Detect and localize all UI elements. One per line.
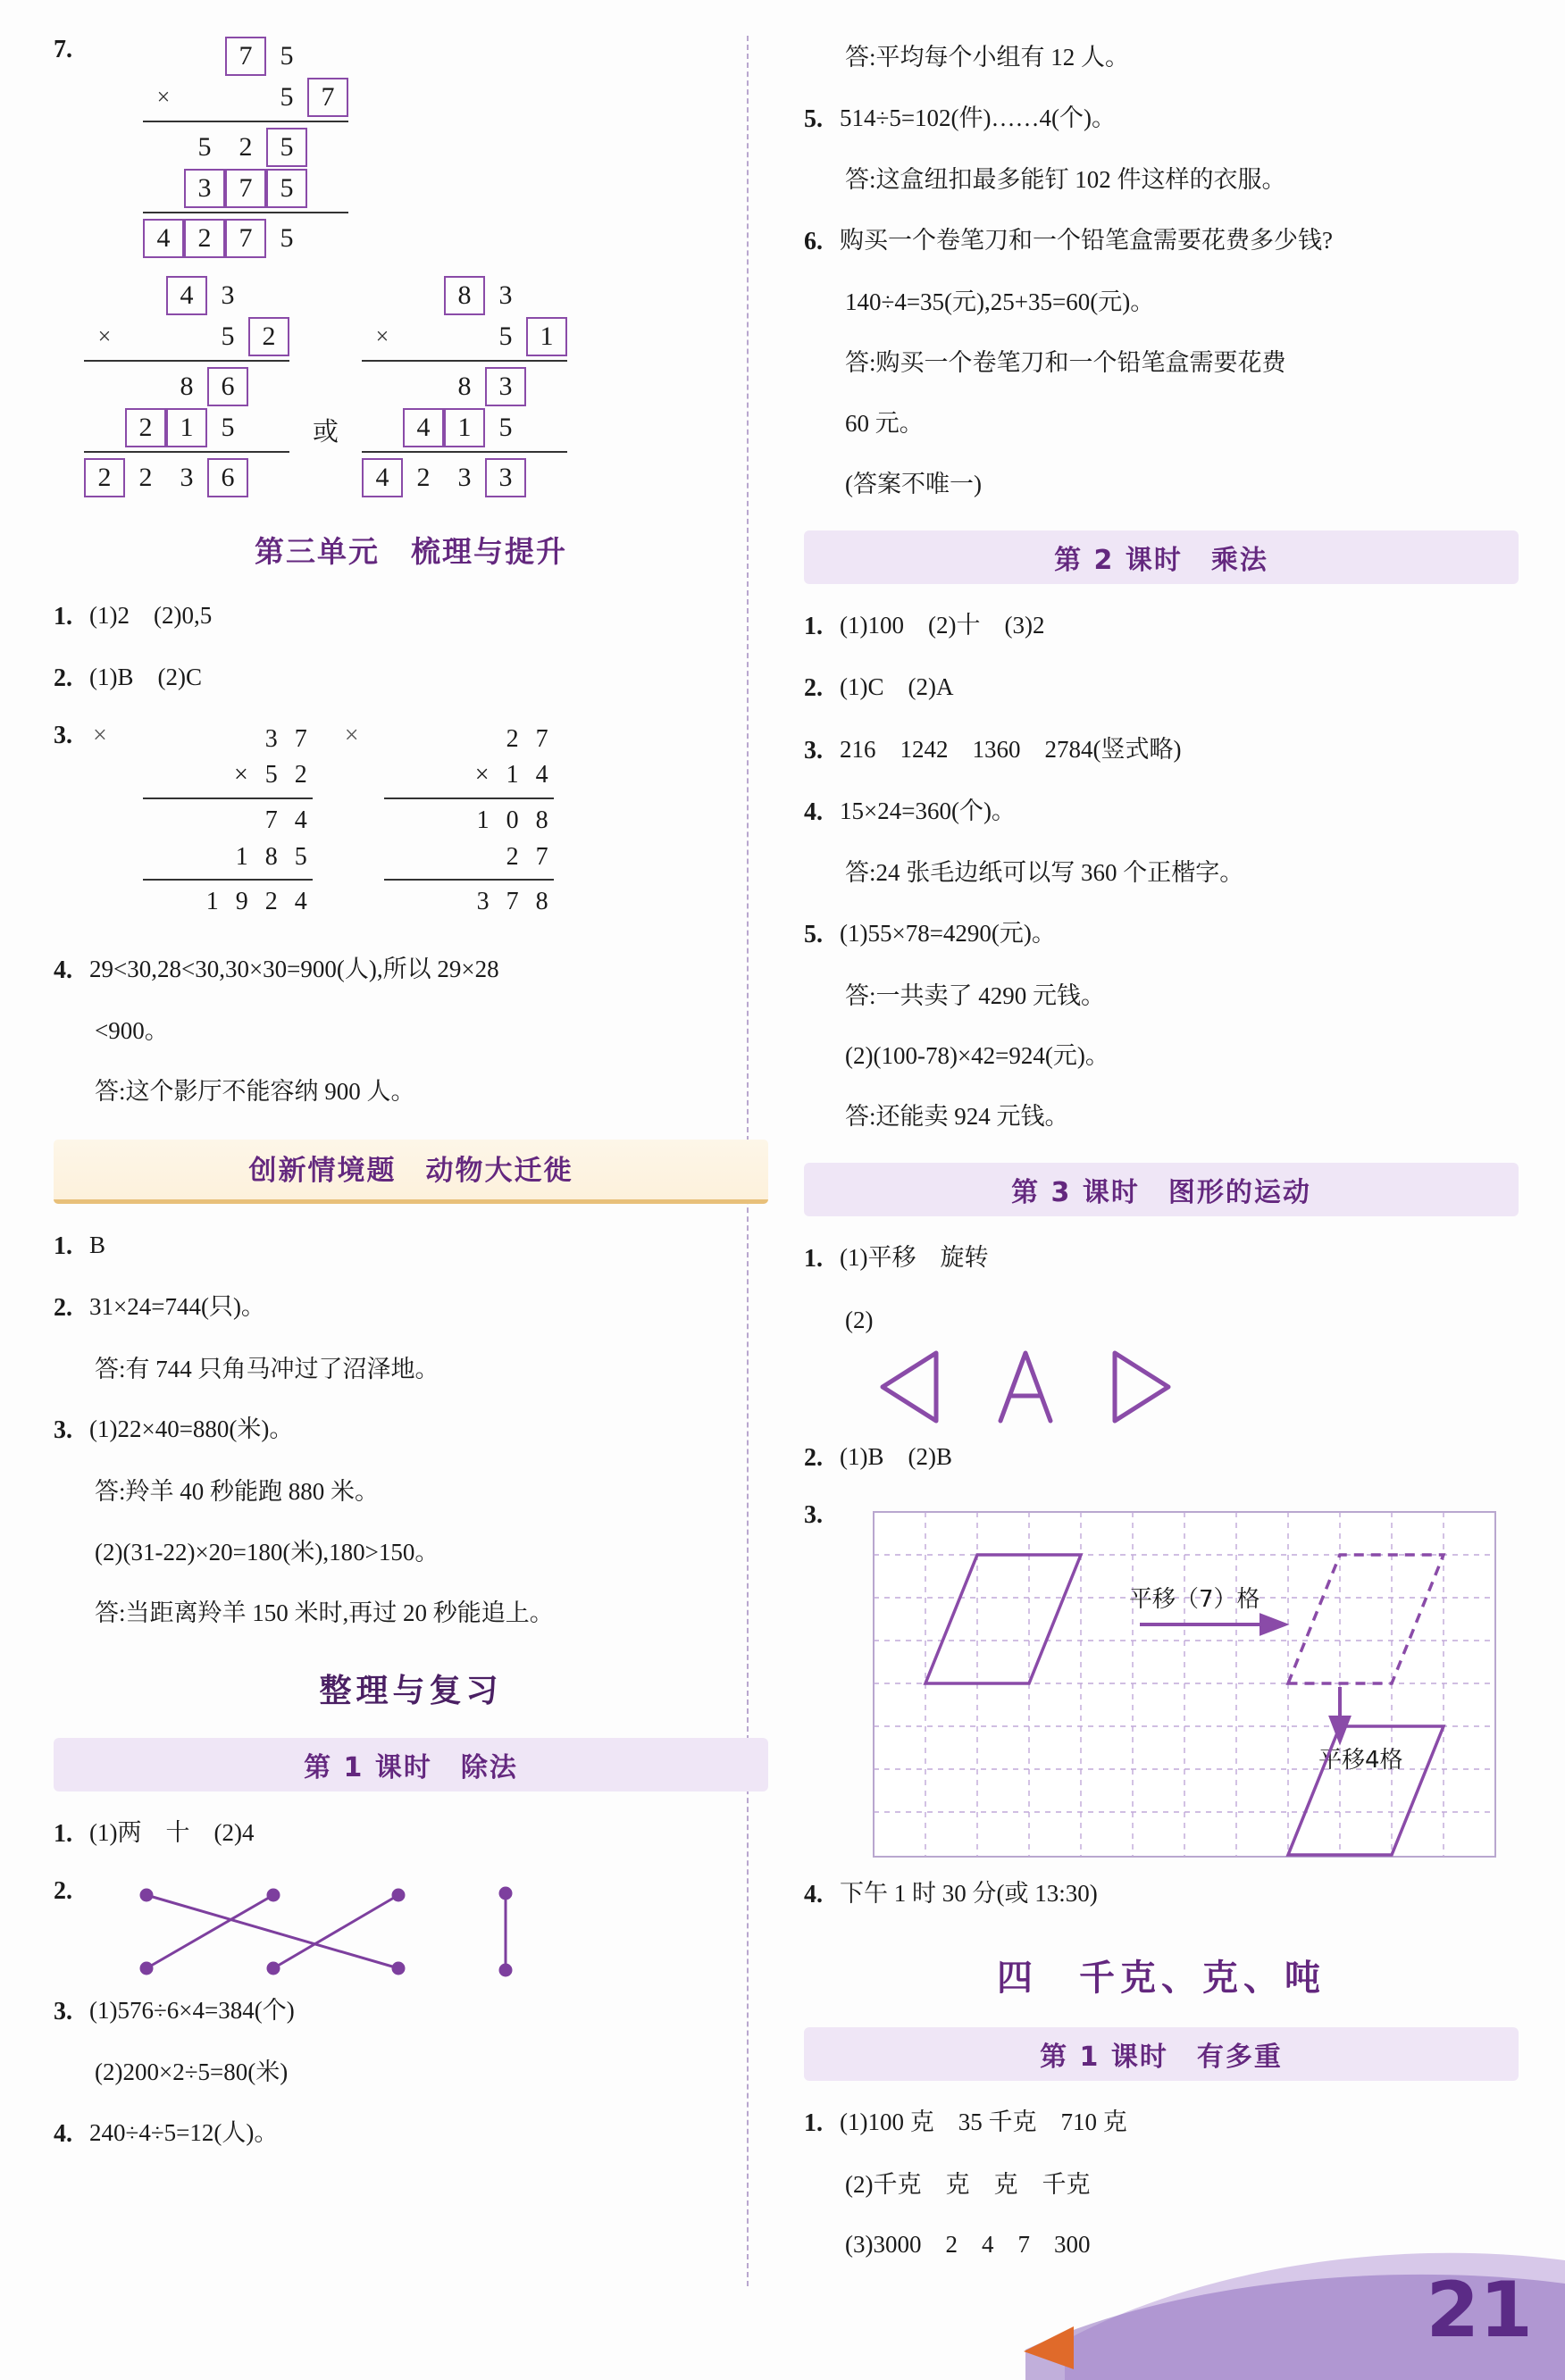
u3-item-1-text: (1)2 (2)0,5 [89,602,213,629]
heading-review: 整理与复习 [319,1673,503,1710]
multiplicand-left: 3 7 [264,724,313,753]
l2-item-2-text: (1)C (2)A [840,673,954,701]
left-column [54,0,768,2176]
heading-unit-3: 第三单元 梳理与提升 [255,534,567,569]
r1-item-3-number: 3. [54,1997,72,2025]
result-left: 1 9 2 4 [205,888,313,916]
translation-grid-diagram [872,1510,1497,1863]
inn-item-2-line-1: 31×24=744(只)。 [89,1293,265,1321]
cross-mark-2: × [344,721,359,749]
partial-2-right: 2 7 [384,839,554,881]
digit: 8 [180,372,194,401]
partial-1-right: 1 0 8 [476,806,554,834]
boxed-digit: 5 [266,128,307,167]
l2-item-4-answer: 答:24 张毛边纸可以写 360 个正楷字。 [845,859,1244,887]
digit: 5 [280,223,294,253]
spacer [403,276,444,315]
boxed-digit: 7 [225,219,266,258]
r-item-5 [804,100,1519,138]
spacer [166,317,207,356]
boxed-digit: 6 [207,367,248,406]
inn-item-1-text: B [89,1231,106,1258]
l2-item-4 [804,793,1519,831]
l3-item-1 [804,1240,1519,1278]
l3-item-3 [804,1501,1519,1875]
u3-item-4-line-2: <900。 [95,1017,169,1045]
or-label: 或 [313,417,339,447]
rule-line [84,451,289,453]
digit: 5 [197,132,212,162]
partial-1-left: 7 4 [264,806,313,834]
spacer [84,408,125,447]
inn-item-3 [54,1411,768,1449]
digit: 5 [280,41,294,71]
digit: 2 [138,463,153,492]
page-number: 21 [1426,2266,1533,2355]
digit: 5 [280,82,294,112]
r1-item-1 [54,1815,768,1853]
inn-item-3-line-1: (1)22×40=880(米)。 [89,1415,294,1443]
heading-lesson-1: 第 1 课时 除法 [54,1738,768,1791]
digit: 3 [180,463,194,492]
l3-item-4-text: 下午 1 时 30 分(或 13:30) [840,1879,1098,1907]
digit: 5 [498,413,513,442]
inn-item-3-line-2: (2)(31-22)×20=180(米),180>150。 [95,1538,439,1566]
u3-item-2 [54,659,768,697]
boxed-digit: 1 [444,408,485,447]
boxed-digit: 2 [125,408,166,447]
heading-innovation: 创新情境题 动物大迁徙 [54,1140,768,1204]
l3-item-4 [804,1875,1519,1914]
l2-item-5-line-1: (1)55×78=4290(元)。 [840,920,1056,948]
item-7-number: 7. [54,36,72,63]
spacer [225,78,266,117]
rule-line [84,360,289,362]
boxed-digit: 7 [225,169,266,208]
spacer [362,276,403,315]
r-item-6-line-2: 140÷4=35(元),25+35=60(元)。 [845,288,1155,316]
l2-item-5-answer-1: 答:一共卖了 4290 元钱。 [845,981,1106,1009]
multiplicand-right: 2 7 [506,724,554,753]
u3-item-3-number: 3. [54,721,72,749]
u3-item-2-number: 2. [54,664,72,693]
l2-item-5-number: 5. [804,921,823,949]
boxed-digit: 6 [207,458,248,497]
u3-item-4-answer: 答:这个影厅不能容纳 900 人。 [95,1077,415,1105]
digit: 3 [457,463,472,492]
result-right: 3 7 8 [476,888,554,916]
multiply-operator: × [97,323,112,349]
boxed-digit: 7 [225,37,266,76]
l2-item-5 [804,915,1519,954]
r1-item-3 [54,1992,768,2031]
rule-line [362,360,567,362]
matching-lines-svg [130,1881,631,1979]
rule-line [362,451,567,453]
boxed-digit: 7 [307,78,348,117]
spacer [403,367,444,406]
digit: 3 [498,280,513,310]
r-item-6-answer-2: 60 元。 [845,410,924,438]
boxed-digit: 8 [444,276,485,315]
spacer [403,317,444,356]
inn-item-3-answer-1: 答:羚羊 40 秒能跑 880 米。 [95,1477,380,1505]
spacer [84,367,125,406]
cross-mark: × [93,721,107,749]
l4-item-1-line-2: (2)千克 克 克 千克 [845,2170,1091,2198]
digit: 2 [239,132,253,162]
boxed-digit: 5 [266,169,307,208]
inn-item-1 [54,1227,768,1265]
spacer [125,367,166,406]
rule-line [143,121,348,122]
l3-item-4-number: 4. [804,1880,823,1908]
spacer [362,367,403,406]
l3-item-2 [804,1439,1519,1477]
vertical-problem-1 [143,36,348,259]
l2-item-2-number: 2. [804,674,823,703]
spacer [143,128,184,167]
r-item-6-number: 6. [804,228,823,256]
triangle-left-icon [866,1344,952,1430]
matching-lines-figure [130,1881,631,1983]
r1-item-3-line-1: (1)576÷6×4=384(个) [89,1996,295,2024]
r1-item-4-number: 4. [54,2120,72,2148]
inn-item-2-number: 2. [54,1294,72,1323]
top-answer: 答:平均每个小组有 12 人。 [845,44,1130,71]
heading-lesson-3: 第 3 课时 图形的运动 [804,1163,1519,1216]
l3-item-2-number: 2. [804,1444,823,1473]
l2-item-3 [804,731,1519,770]
u3-item-4-line-1: 29<30,28<30,30×30=900(人),所以 29×28 [89,955,499,982]
partial-2-left: 1 8 5 [143,839,313,881]
digit: 5 [221,413,235,442]
u3-item-1-number: 1. [54,603,72,630]
digit: 3 [221,280,235,310]
heading-lesson-2: 第 2 课时 乘法 [804,530,1519,584]
boxed-digit: 4 [166,276,207,315]
boxed-digit: 3 [485,458,526,497]
translation-grid-svg [872,1510,1497,1858]
spacer [184,78,225,117]
l3-item-1-number: 1. [804,1245,823,1274]
inn-item-3-answer-2: 答:当距离羚羊 150 米时,再过 20 秒能追上。 [95,1599,554,1626]
boxed-digit: 3 [485,367,526,406]
boxed-digit: 4 [403,408,444,447]
boxed-digit: 2 [248,317,289,356]
l3-item-3-number: 3. [804,1500,823,1529]
multiply-operator: × [156,84,171,110]
l4-item-1 [804,2104,1519,2142]
vertical-problem-2-right [362,275,567,498]
multiplier-left: × 5 2 [143,757,313,799]
r-item-5-answer: 答:这盒纽扣最多能钉 102 件这样的衣服。 [845,166,1286,194]
shapes-row [866,1344,1519,1430]
l2-item-4-number: 4. [804,798,823,827]
item-7-or-pair [84,275,768,498]
u3-item-4-number: 4. [54,956,72,984]
boxed-digit: 4 [143,219,184,258]
boxed-digit: 3 [184,169,225,208]
inn-item-2-answer: 答:有 744 只角马冲过了沼泽地。 [95,1355,439,1382]
inn-item-2 [54,1289,768,1327]
inn-item-3-number: 3. [54,1416,72,1445]
l2-item-1-text: (1)100 (2)十 (3)2 [840,611,1045,639]
spacer [184,37,225,76]
l4-item-1-line-3: (3)3000 2 4 7 300 [845,2231,1091,2259]
l2-item-3-number: 3. [804,736,823,764]
letter-a-icon [983,1344,1068,1430]
u3-item-4 [54,951,768,990]
boxed-digit: 2 [184,219,225,258]
spacer [84,276,125,315]
r-item-6-line-1: 购买一个卷笔刀和一个铅笔盒需要花费多少钱? [840,227,1333,255]
l3-item-1-sub: (2) [845,1306,874,1333]
digit: 2 [416,463,431,492]
boxed-digit: 1 [166,408,207,447]
spacer [143,37,184,76]
spacer [362,408,403,447]
l2-item-1 [804,607,1519,646]
plain-multiplication-left [143,722,313,921]
r1-item-1-text: (1)两 十 (2)4 [89,1819,255,1847]
u3-item-1 [54,597,768,636]
boxed-digit: 1 [526,317,567,356]
spacer [444,317,485,356]
l4-item-1-line-1: (1)100 克 35 千克 710 克 [840,2109,1127,2136]
rule-line [143,212,348,213]
triangle-right-icon [1099,1344,1184,1430]
l2-item-3-text: 216 1242 1360 2784(竖式略) [840,735,1182,763]
digit: 5 [498,322,513,351]
digit: 8 [457,372,472,401]
spacer [125,276,166,315]
l2-item-1-number: 1. [804,612,823,640]
r1-item-3-line-2: (2)200×2÷5=80(米) [95,2058,289,2086]
r-item-6-note: (答案不唯一) [845,471,982,497]
boxed-digit: 4 [362,458,403,497]
spacer [143,169,184,208]
vertical-problem-2-left [84,275,289,498]
r-item-6-answer-1: 答:购买一个卷笔刀和一个铅笔盒需要花费 [845,349,1286,377]
heading-lesson-4: 第 1 课时 有多重 [804,2027,1519,2081]
l2-item-4-line-1: 15×24=360(个)。 [840,798,1016,825]
r-item-6 [804,222,1519,261]
r-item-5-line-1: 514÷5=102(件)……4(个)。 [840,104,1117,131]
r1-item-4 [54,2115,768,2153]
l3-item-1-text: (1)平移 旋转 [840,1244,989,1272]
digit: 5 [221,322,235,351]
plain-multiplication-right [384,722,554,921]
spacer [125,317,166,356]
r1-item-1-number: 1. [54,1820,72,1849]
multiplier-right: × 1 4 [384,757,554,799]
item-7 [54,36,768,259]
l4-item-1-number: 1. [804,2109,823,2138]
u3-item-2-text: (1)B (2)C [89,664,202,691]
l2-item-5-answer-2: 答:还能卖 924 元钱。 [845,1103,1069,1131]
r1-item-4-text: 240÷4÷5=12(人)。 [89,2119,279,2146]
u3-item-3 [54,722,768,921]
l3-item-2-text: (1)B (2)B [840,1443,952,1471]
l2-item-5-line-2: (2)(100-78)×42=924(元)。 [845,1042,1109,1070]
r1-item-2 [54,1877,768,1992]
heading-unit-4: 四 千克、克、吨 [997,1958,1326,2000]
boxed-digit: 2 [84,458,125,497]
l2-item-2 [804,669,1519,707]
grid-label-vertical: 平移4格 [1318,1746,1403,1774]
inn-item-1-number: 1. [54,1232,72,1260]
r1-item-2-number: 2. [54,1876,72,1905]
multiply-operator: × [375,323,389,349]
right-column [804,0,1519,2287]
r-item-5-number: 5. [804,104,823,133]
grid-label-horizontal: 平移（7）格 [1129,1585,1260,1613]
